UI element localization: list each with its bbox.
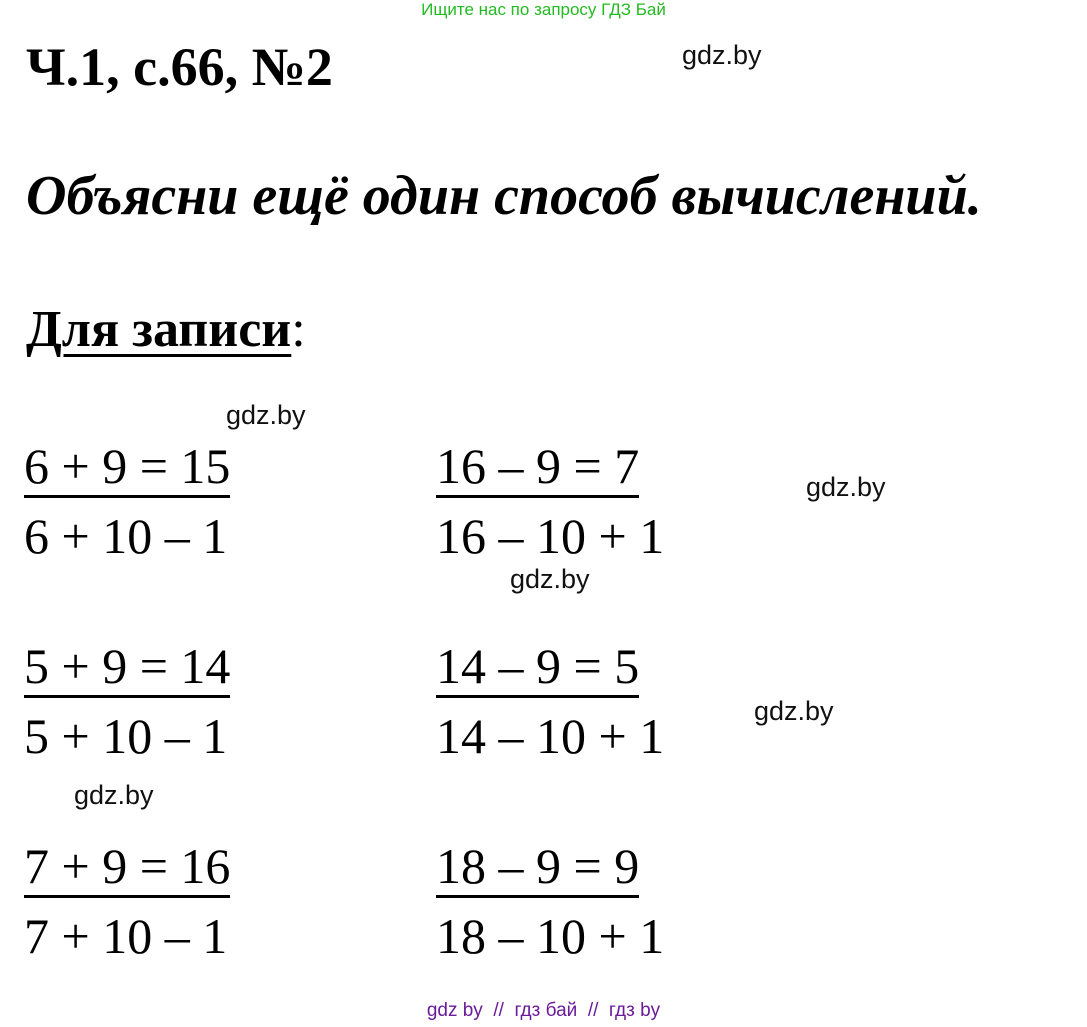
equation-block [436, 438, 664, 564]
expansion: 7 + 10 – 1 [24, 908, 228, 964]
watermark: gdz.by [226, 400, 306, 430]
watermark: gdz.by [510, 564, 590, 594]
expansion: 14 – 10 + 1 [436, 708, 665, 764]
expansion: 6 + 10 – 1 [24, 508, 228, 564]
equation-block [436, 838, 664, 964]
page-title: Ч.1, с.66, №2 [26, 37, 333, 97]
note-colon: : [291, 301, 306, 358]
equation: 6 + 9 = 15 [24, 438, 230, 498]
equation: 5 + 9 = 14 [24, 638, 230, 698]
footer-watermark: gdz by // гдз бай // гдз by [426, 1000, 661, 1021]
watermark: gdz.by [74, 780, 154, 810]
equation-block [436, 638, 664, 764]
expansion: 16 – 10 + 1 [436, 508, 665, 564]
task-text: Объясни ещё один способ вычислений. [26, 165, 982, 227]
equation: 16 – 9 = 7 [436, 438, 639, 498]
equation-block [24, 838, 230, 964]
watermark: gdz.by [682, 40, 762, 70]
expansion: 5 + 10 – 1 [24, 708, 228, 764]
equation-block [24, 438, 230, 564]
note-heading [26, 300, 306, 359]
watermark: gdz.by [806, 472, 886, 502]
equation: 14 – 9 = 5 [436, 638, 639, 698]
search-banner: Ищите нас по запросу ГДЗ Бай [421, 0, 666, 19]
expansion: 18 – 10 + 1 [436, 908, 665, 964]
note-label: Для записи [26, 301, 292, 358]
watermark: gdz.by [754, 696, 834, 726]
equation: 7 + 9 = 16 [24, 838, 230, 898]
equation-block [24, 638, 230, 764]
equation: 18 – 9 = 9 [436, 838, 639, 898]
